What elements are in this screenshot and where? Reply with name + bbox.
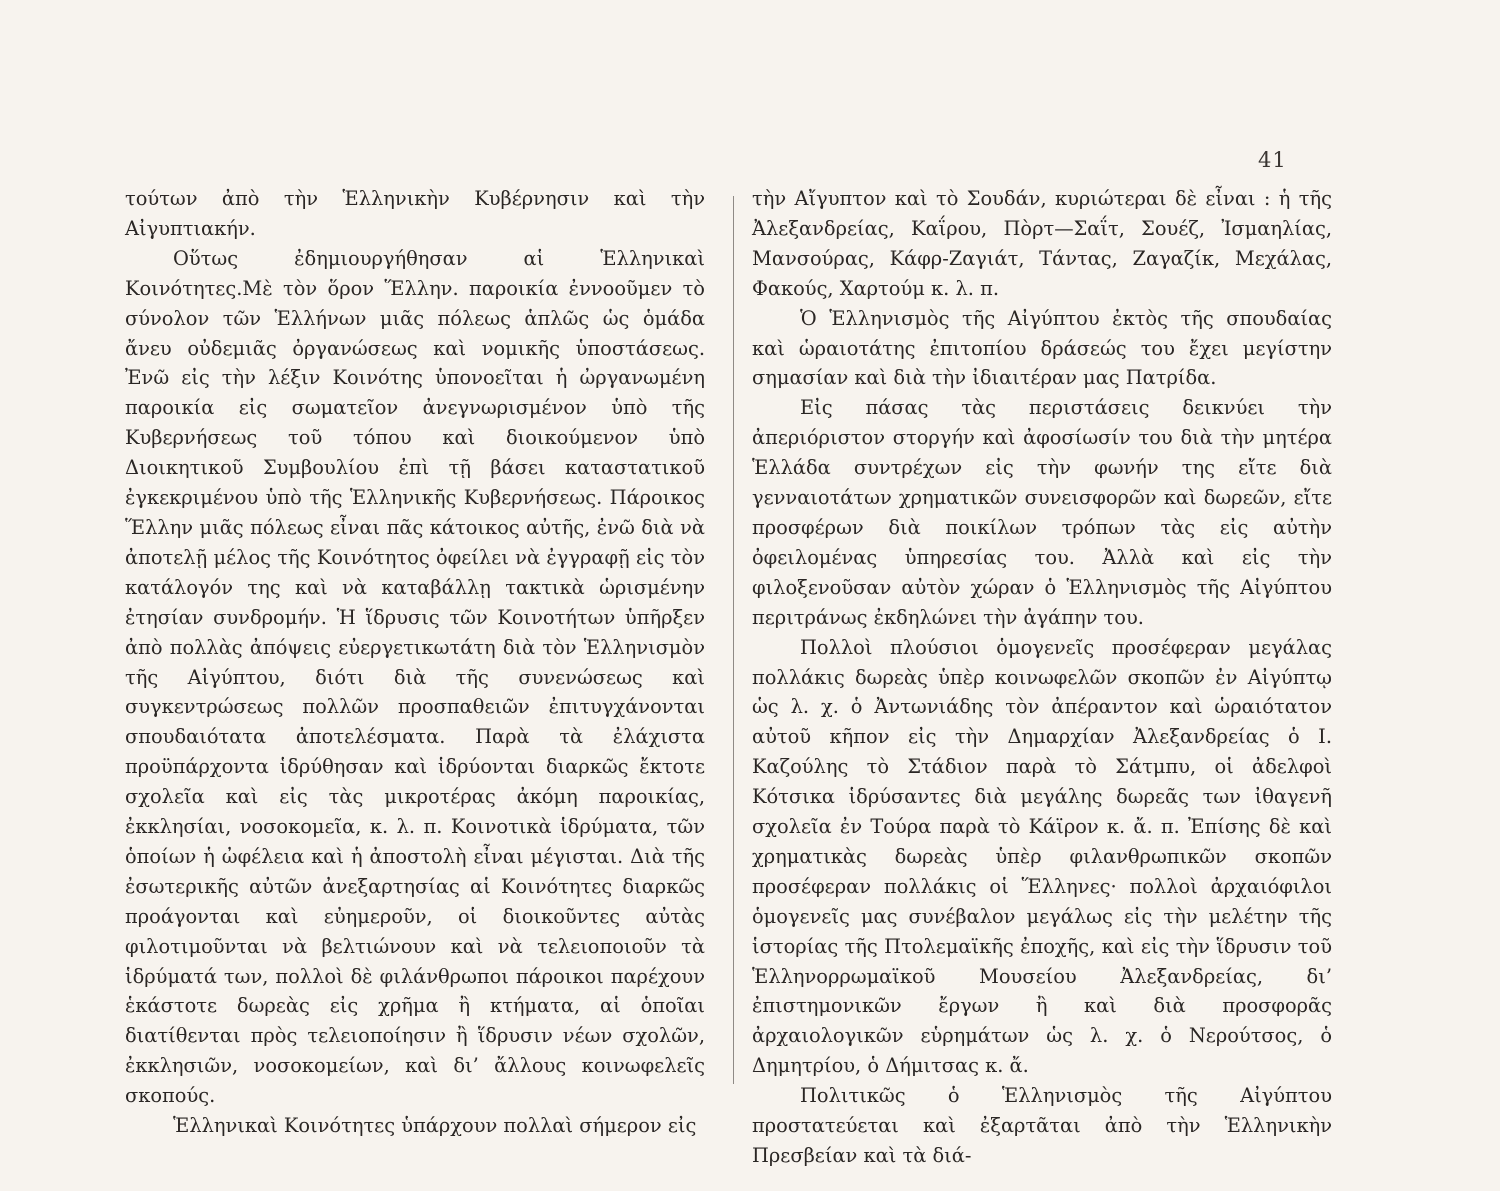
paragraph: Οὕτως ἐδημιουργήθησαν αἱ Ἑλληνικαὶ Κοινότητες.Μὲ τὸν ὅρον Ἕλλην. παροικία ἐννοοῦμεν τὸ σύνολον τῶν Ἑλλήνων μιᾶς πόλεως ἁπλῶς ὡς ὁμάδα ἄνευ οὐδεμιᾶς ὀργανώσεως καὶ νομικῆς ὑποστάσεως. Ἐνῶ εἰς τὴν λέξιν Κοινότης ὑπονοεῖται ἡ ὠργανωμένη παροικία εἰς σωματεῖον ἀνεγνωρισμένον ὑπὸ τῆς Κυβερνήσεως τοῦ τόπου καὶ διοικούμενον ὑπὸ Διοικητικοῦ Συμβουλίου ἐπὶ τῇ βάσει καταστατικοῦ ἐγκεκριμένου ὑπὸ τῆς Ἑλληνικῆς Κυβερνήσεως. Πάροικος Ἕλλην μιᾶς πόλεως εἶναι πᾶς κάτοικος αὐτῆς, ἐνῶ διὰ νὰ ἀποτελῇ μέλος τῆς Κοινότητος ὀφείλει νὰ ἐγγραφῇ εἰς τὸν κατάλογόν της καὶ νὰ καταβάλλῃ τακτικὰ ὡρισμένην ἐτησίαν συνδρομήν. Ἡ ἵδρυσις τῶν Κοινοτήτων ὑπῆρξεν ἀπὸ πολλὰς ἀπόψεις εὐεργετικωτάτη διὰ τὸν Ἑλληνισμὸν τῆς Αἰγύπτου, διότι διὰ τῆς συνενώσεως καὶ συγκεντρώσεως πολλῶν προσπαθειῶν ἐπιτυγχάνονται σπουδαιότατα ἀποτελέσματα. Παρὰ τὰ ἐλάχιστα προϋπάρχοντα ἱδρύθησαν καὶ ἱδρύονται διαρκῶς ἔκτοτε σχολεῖα καὶ εἰς τὰς μικροτέρας ἀκόμη παροικίας, ἐκκλησίαι, νοσοκομεῖα, κ. λ. π. Κοινοτικὰ ἱδρύματα, τῶν ὁποίων ἡ ὠφέλεια καὶ ἡ ἀποστολὴ εἶναι μέγισται. Διὰ τῆς ἐσωτερικῆς αὐτῶν ἀνεξαρτησίας αἱ Κοινότητες διαρκῶς προάγονται καὶ εὐημεροῦν, οἱ διοικοῦντες αὐτὰς φιλοτιμοῦνται νὰ βελτιώνουν καὶ νὰ τελειοποιοῦν τὰ ἱδρύματά των, πολλοὶ δὲ φιλάνθρωποι πάροικοι παρέχουν ἑκάστοτε δωρεὰς εἰς χρῆμα ἢ κτήματα, αἱ ὁποῖαι διατίθενται πρὸς τελειοποίησιν ἢ ἵδρυσιν νέων σχολῶν, ἐκκλησιῶν, νοσοκομείων, καὶ δι’ ἄλλους κοινωφελεῖς σκοπούς. xyxy=(125,246,705,1108)
page-number: 41 xyxy=(1258,148,1287,172)
paragraph: Πολλοὶ πλούσιοι ὁμογενεῖς προσέφεραν μεγάλας πολλάκις δωρεὰς ὑπὲρ κοινωφελῶν σκοπῶν ἐν Αἰγύπτῳ ὡς λ. χ. ὁ Ἀντωνιάδης τὸν ἀπέραντον καὶ ὡραιότατον αὐτοῦ κῆπον εἰς τὴν Δημαρχίαν Ἀλεξανδρείας ὁ Ι. Καζούλης τὸ Στάδιον παρὰ τὸ Σάτμπυ, οἱ ἀδελφοὶ Κότσικα ἱδρύσαντες διὰ μεγάλης δωρεᾶς των ἰθαγενῆ σχολεῖα ἐν Τούρα παρὰ τὸ Κάϊρον κ. ἄ. π. Ἐπίσης δὲ καὶ χρηματικὰς δωρεὰς ὑπὲρ φιλανθρωπικῶν σκοπῶν προσέφεραν πολλάκις οἱ Ἕλληνες· πολλοὶ ἀρχαιόφιλοι ὁμογενεῖς μας συνέβαλον μεγάλως εἰς τὴν μελέτην τῆς ἱστορίας τῆς Πτολεμαϊκῆς ἐποχῆς, καὶ εἰς τὴν ἵδρυσιν τοῦ Ἑλληνορρωμαϊκοῦ Μουσείου Ἀλεξανδρείας, δι’ ἐπιστημονικῶν ἔργων ἢ καὶ διὰ προσφορᾶς ἀρχαιολογικῶν εὑρημάτων ὡς λ. χ. ὁ Νερούτσος, ὁ Δημητρίου, ὁ Δήμιτσας κ. ἄ. xyxy=(752,635,1332,1078)
paragraph: Πολιτικῶς ὁ Ἑλληνισμὸς τῆς Αἰγύπτου προστατεύεται καὶ ἐξαρτᾶται ἀπὸ τὴν Ἑλληνικὴν Πρεσβείαν καὶ τὰ διά- xyxy=(752,1084,1332,1167)
column-divider xyxy=(733,196,734,1084)
left-column xyxy=(125,184,705,1141)
right-column xyxy=(752,184,1332,1171)
paragraph: τούτων ἀπὸ τὴν Ἑλληνικὴν Κυβέρνησιν καὶ τὴν Αἰγυπτιακήν. xyxy=(125,187,705,240)
paragraph: Ὁ Ἑλληνισμὸς τῆς Αἰγύπτου ἐκτὸς τῆς σπουδαίας καὶ ὡραιοτάτης ἐπιτοπίου δράσεώς του ἔχει μεγίστην σημασίαν καὶ διὰ τὴν ἰδιαιτέραν μας Πατρίδα. xyxy=(752,306,1332,390)
paragraph: τὴν Αἴγυπτον καὶ τὸ Σουδάν, κυριώτεραι δὲ εἶναι : ἡ τῆς Ἀλεξανδρείας, Καΐρου, Πὸρτ—Σαΐτ, Σουέζ, Ἰσμαηλίας, Μανσούρας, Κάφρ-Ζαγιάτ, Τάντας, Ζαγαζίκ, Μεχάλας, Φακούς, Χαρτούμ κ. λ. π. xyxy=(752,187,1332,300)
paragraph: Ἑλληνικαὶ Κοινότητες ὑπάρχουν πολλαὶ σήμερον εἰς xyxy=(173,1114,697,1138)
paragraph: Εἰς πάσας τὰς περιστάσεις δεικνύει τὴν ἀπεριόριστον στοργήν καὶ ἀφοσίωσίν του διὰ τὴν μητέρα Ἑλλάδα συντρέχων εἰς τὴν φωνήν της εἴτε διὰ γενναιοτάτων χρηματικῶν συνεισφορῶν καὶ δωρεῶν, εἴτε προσφέρων διὰ ποικίλων τρόπων τὰς εἰς αὐτὴν ὀφειλομένας ὑπηρεσίας του. Ἀλλὰ καὶ εἰς τὴν φιλοξενοῦσαν αὐτὸν χώραν ὁ Ἑλληνισμὸς τῆς Αἰγύπτου περιτράνως ἐκδηλώνει τὴν ἀγάπην του. xyxy=(752,396,1332,629)
